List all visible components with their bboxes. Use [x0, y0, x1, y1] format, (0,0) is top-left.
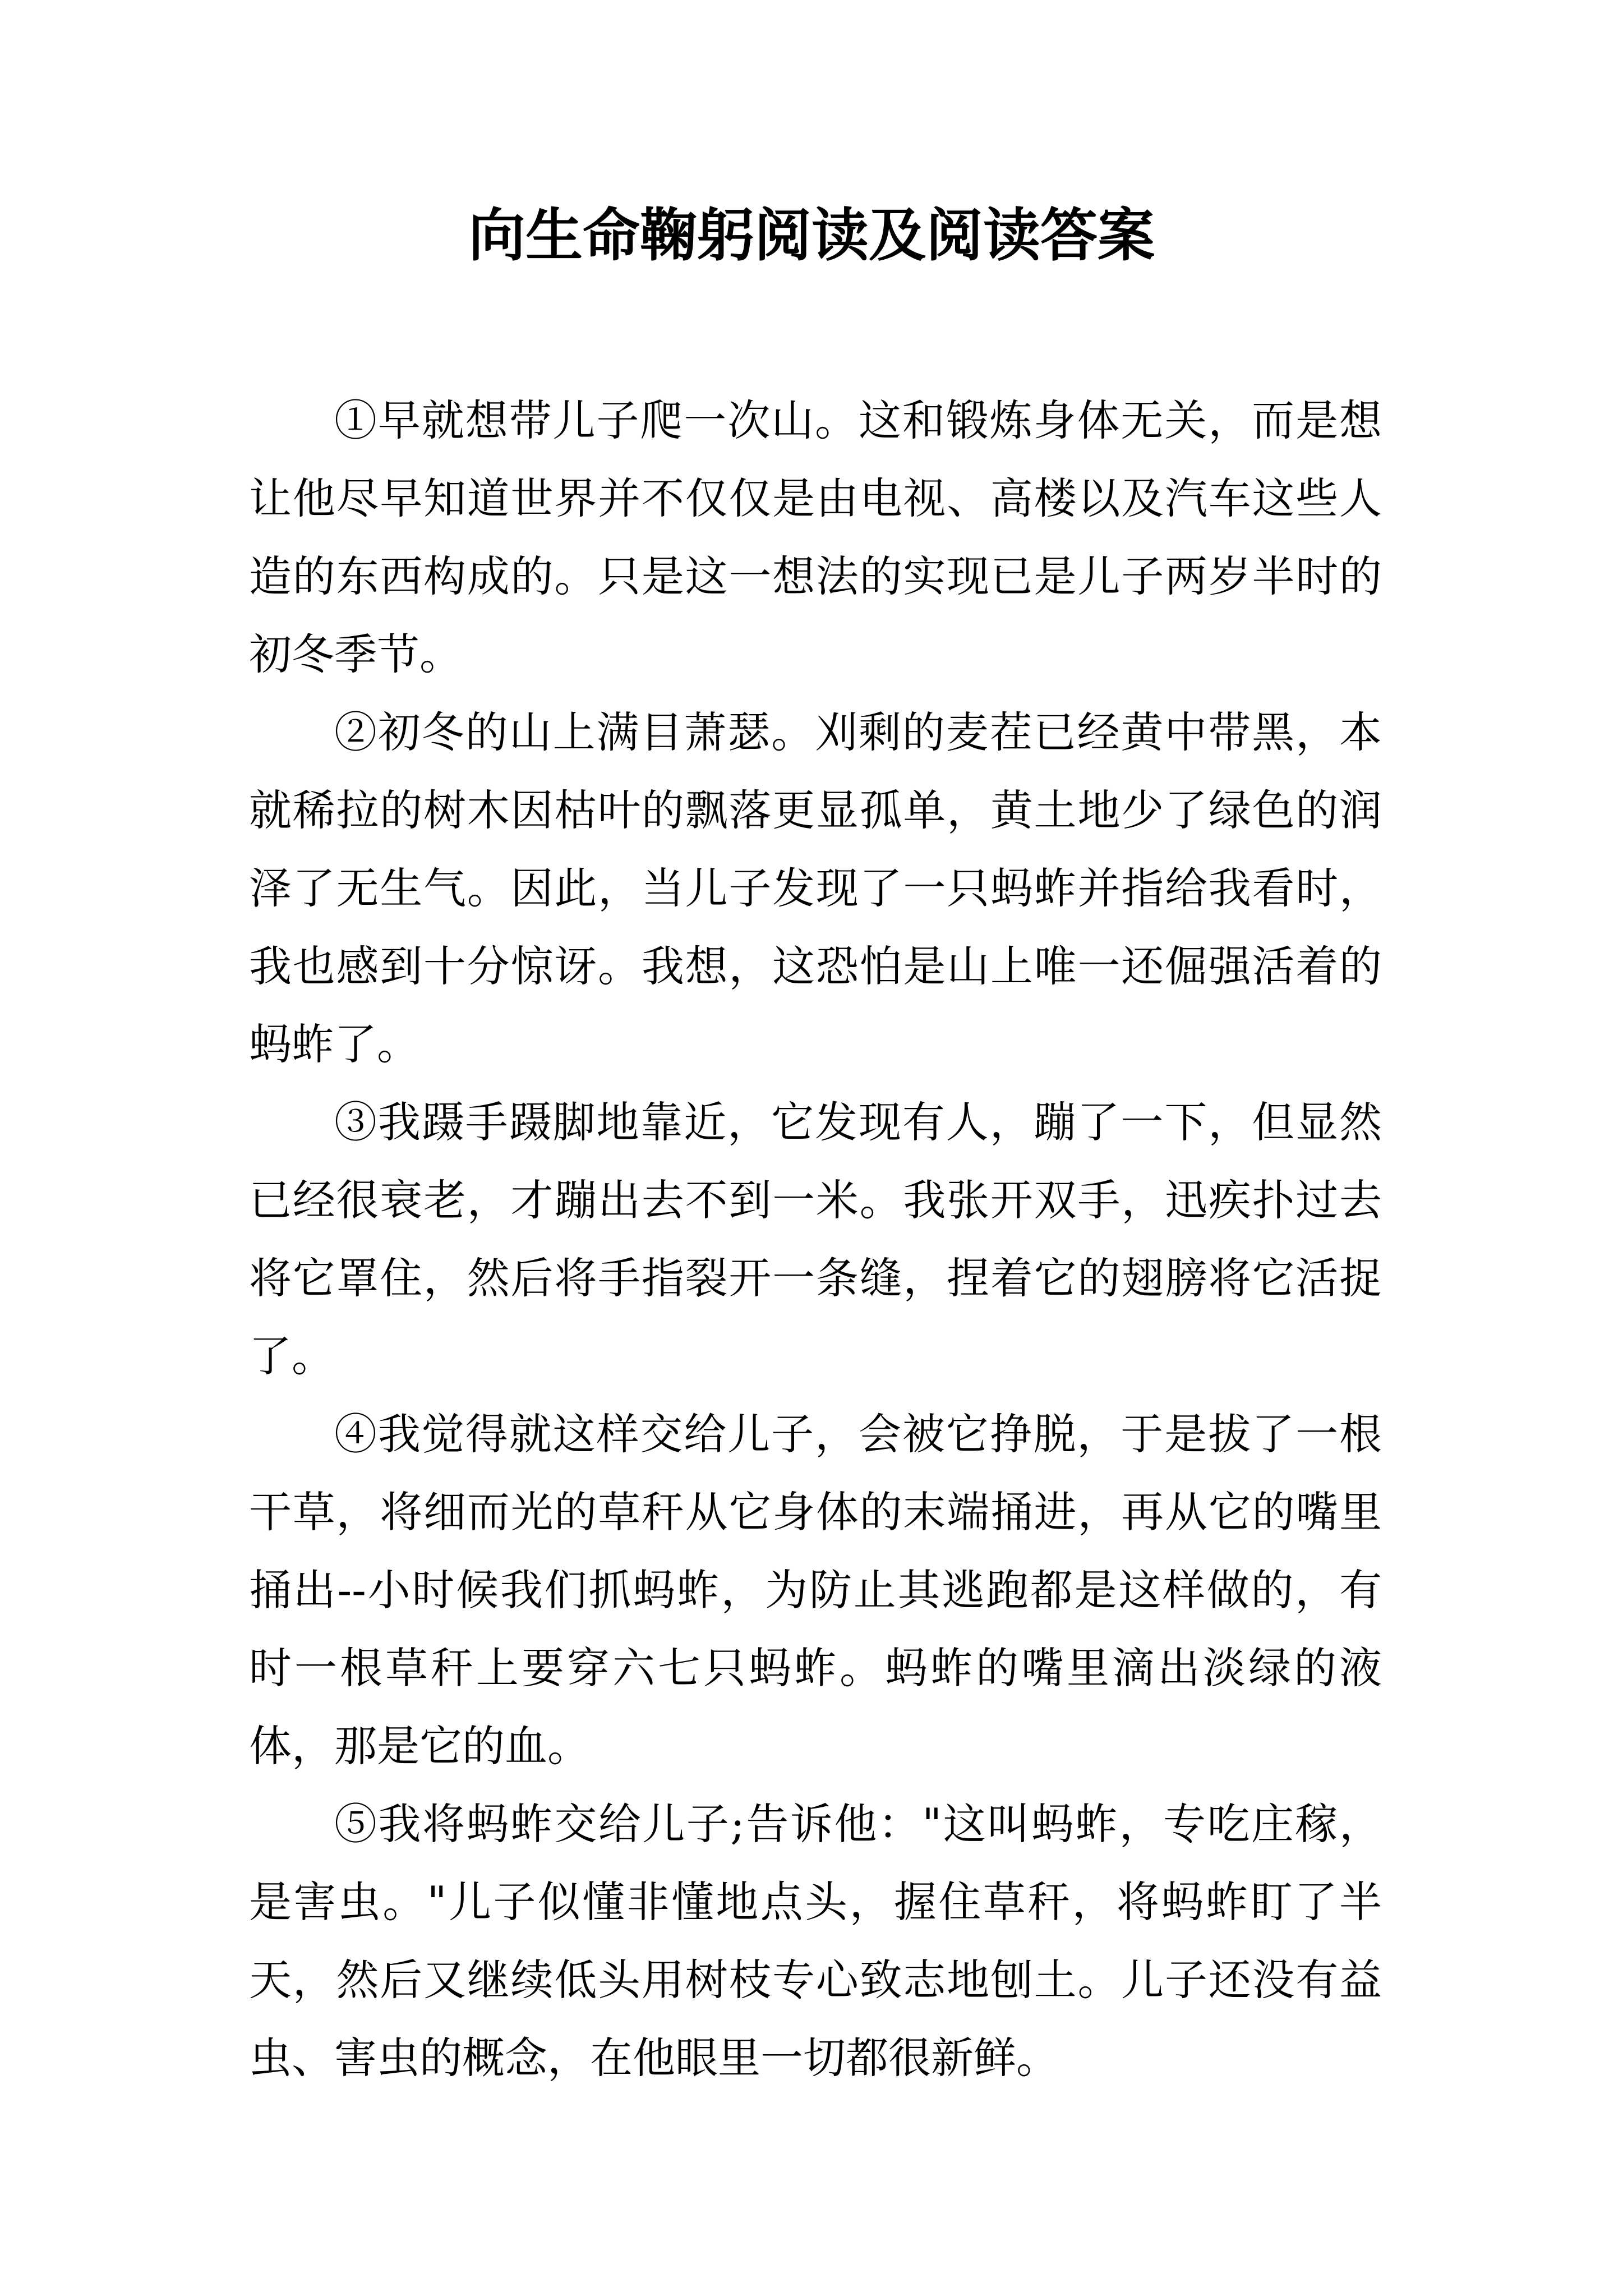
paragraph-3: ③我蹑手蹑脚地靠近，它发现有人，蹦了一下，但显然已经很衰老，才蹦出去不到一米。我张开双手，迅疾扑过去将它罩住，然后将手指裂开一条缝，捏着它的翅膀将它活捉了。	[249, 1097, 1382, 1381]
document-title: 向生命鞠躬阅读及阅读答案	[468, 202, 1155, 269]
document-body	[249, 381, 1382, 2097]
paragraph-1: ①早就想带儿子爬一次山。这和锻炼身体无关，而是想让他尽早知道世界并不仅仅是由电视、高楼以及汽车这些人造的东西构成的。只是这一想法的实现已是儿子两岁半时的初冬季节。	[249, 395, 1382, 679]
paragraph-2: ②初冬的山上满目萧瑟。刈剩的麦茬已经黄中带黑，本就稀拉的树木因枯叶的飘落更显孤单，黄土地少了绿色的润泽了无生气。因此，当儿子发现了一只蚂蚱并指给我看时，我也感到十分惊讶。我想，这恐怕是山上唯一还倔强活着的蚂蚱了。	[249, 707, 1382, 1069]
paragraph-5: ⑤我将蚂蚱交给儿子;告诉他："这叫蚂蚱，专吃庄稼，是害虫。"儿子似懂非懂地点头，握住草秆，将蚂蚱盯了半天，然后又继续低头用树枝专心致志地刨土。儿子还没有益虫、害虫的概念，在他眼里一切都很新鲜。	[249, 1799, 1382, 2083]
paragraph-4: ④我觉得就这样交给儿子，会被它挣脱，于是拔了一根干草，将细而光的草秆从它身体的末端捅进，再从它的嘴里捅出--小时候我们抓蚂蚱，为防止其逃跑都是这样做的，有时一根草秆上要穿六七只蚂蚱。蚂蚱的嘴里滴出淡绿的液体，那是它的血。	[249, 1409, 1382, 1771]
